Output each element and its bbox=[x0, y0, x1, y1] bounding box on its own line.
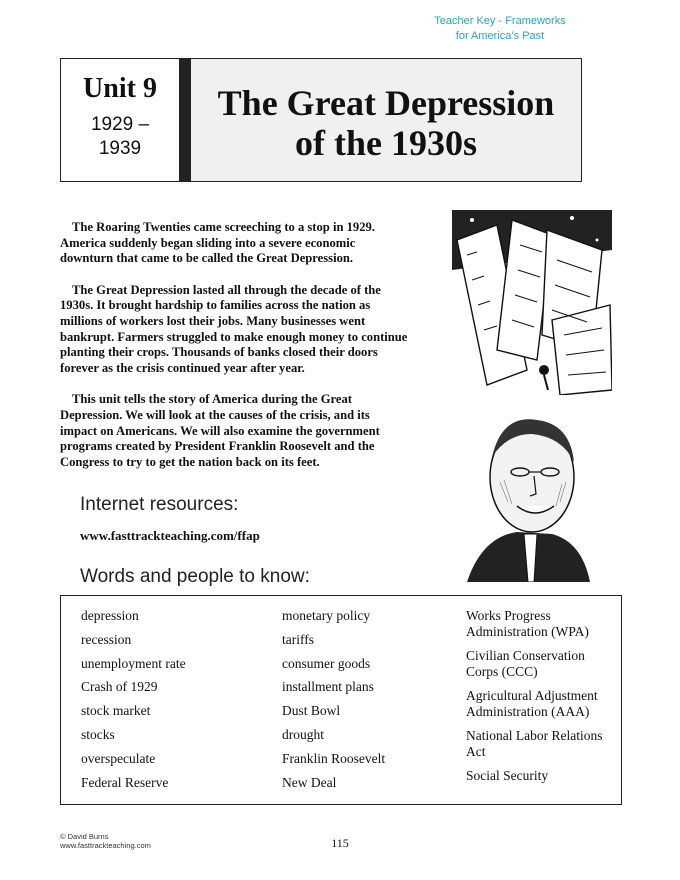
words-column-2 bbox=[282, 608, 385, 798]
words-list-box bbox=[60, 595, 622, 805]
collapsing-buildings-illustration bbox=[452, 210, 612, 395]
intro-paragraph-3: This unit tells the story of America during the Great Depression. We will look at the causes of the crisis, and its impact on Americans. We will also examine the government programs created by President Franklin Roosevelt and the Congress to try to get the nation back on its feet. bbox=[60, 392, 380, 469]
words-column-3 bbox=[466, 608, 616, 792]
list-item: drought bbox=[282, 726, 324, 742]
list-item: overspeculate bbox=[81, 750, 156, 766]
page-title bbox=[191, 83, 581, 163]
list-item: depression bbox=[81, 608, 139, 623]
words-heading: Words and people to know: bbox=[80, 566, 310, 587]
list-item: Works Progress Administration (WPA) bbox=[466, 608, 589, 639]
copyright-text: © David Burns bbox=[60, 832, 109, 841]
teacher-key-line1: Teacher Key - Frameworks bbox=[434, 15, 566, 27]
teacher-key-label bbox=[380, 14, 620, 44]
list-item: stock market bbox=[81, 703, 151, 719]
list-item: Crash of 1929 bbox=[81, 679, 158, 695]
title-divider bbox=[179, 59, 191, 181]
words-column-1 bbox=[81, 608, 186, 798]
list-item: New Deal bbox=[282, 774, 337, 790]
page-number: 115 bbox=[331, 836, 349, 850]
page-title-line1: The Great Depression bbox=[217, 83, 555, 123]
internet-resources-url: www.fasttrackteaching.com/ffap bbox=[80, 528, 260, 543]
list-item: installment plans bbox=[282, 679, 374, 695]
roosevelt-portrait-illustration bbox=[462, 402, 592, 582]
unit-years bbox=[61, 113, 179, 161]
intro-paragraph-1: The Roaring Twenties came screeching to a stop in 1929. America suddenly began sliding into a severe economic downturn that came to be called the Great Depression. bbox=[60, 220, 375, 266]
list-item: Dust Bowl bbox=[282, 703, 341, 719]
unit-label: Unit 9 bbox=[83, 73, 157, 104]
intro-text bbox=[60, 220, 410, 486]
list-item: recession bbox=[81, 631, 132, 647]
teacher-key-line2: for America’s Past bbox=[455, 30, 545, 42]
list-item: unemployment rate bbox=[81, 655, 186, 671]
intro-paragraph-2: The Great Depression lasted all through the decade of the 1930s. It brought hardship to families across the nation as millions of workers lost their jobs. Many businesses went bankrupt. Farmers struggled to make enough money to continue planting their crops. Thousands of banks closed their doors forever as the crisis continued year after year. bbox=[60, 282, 408, 375]
internet-resources-heading: Internet resources: bbox=[80, 494, 239, 515]
title-panel bbox=[191, 59, 581, 181]
list-item: consumer goods bbox=[282, 655, 371, 671]
list-item: monetary policy bbox=[282, 608, 371, 623]
list-item: tariffs bbox=[282, 631, 314, 647]
unit-years-end: 1939 bbox=[98, 138, 142, 159]
list-item: Social Security bbox=[466, 768, 549, 783]
list-item: National Labor Relations Act bbox=[466, 728, 603, 759]
list-item: stocks bbox=[81, 726, 115, 742]
unit-years-start: 1929 – bbox=[90, 114, 150, 135]
unit-title-box bbox=[60, 58, 582, 182]
copyright-site: www.fasttrackteaching.com bbox=[60, 841, 151, 850]
list-item: Agricultural Adjustment Administration (AAA) bbox=[466, 688, 598, 719]
list-item: Civilian Conservation Corps (CCC) bbox=[466, 648, 585, 679]
unit-panel bbox=[61, 59, 179, 181]
list-item: Federal Reserve bbox=[81, 774, 169, 790]
list-item: Franklin Roosevelt bbox=[282, 750, 386, 766]
page-title-line2: of the 1930s bbox=[295, 123, 477, 163]
